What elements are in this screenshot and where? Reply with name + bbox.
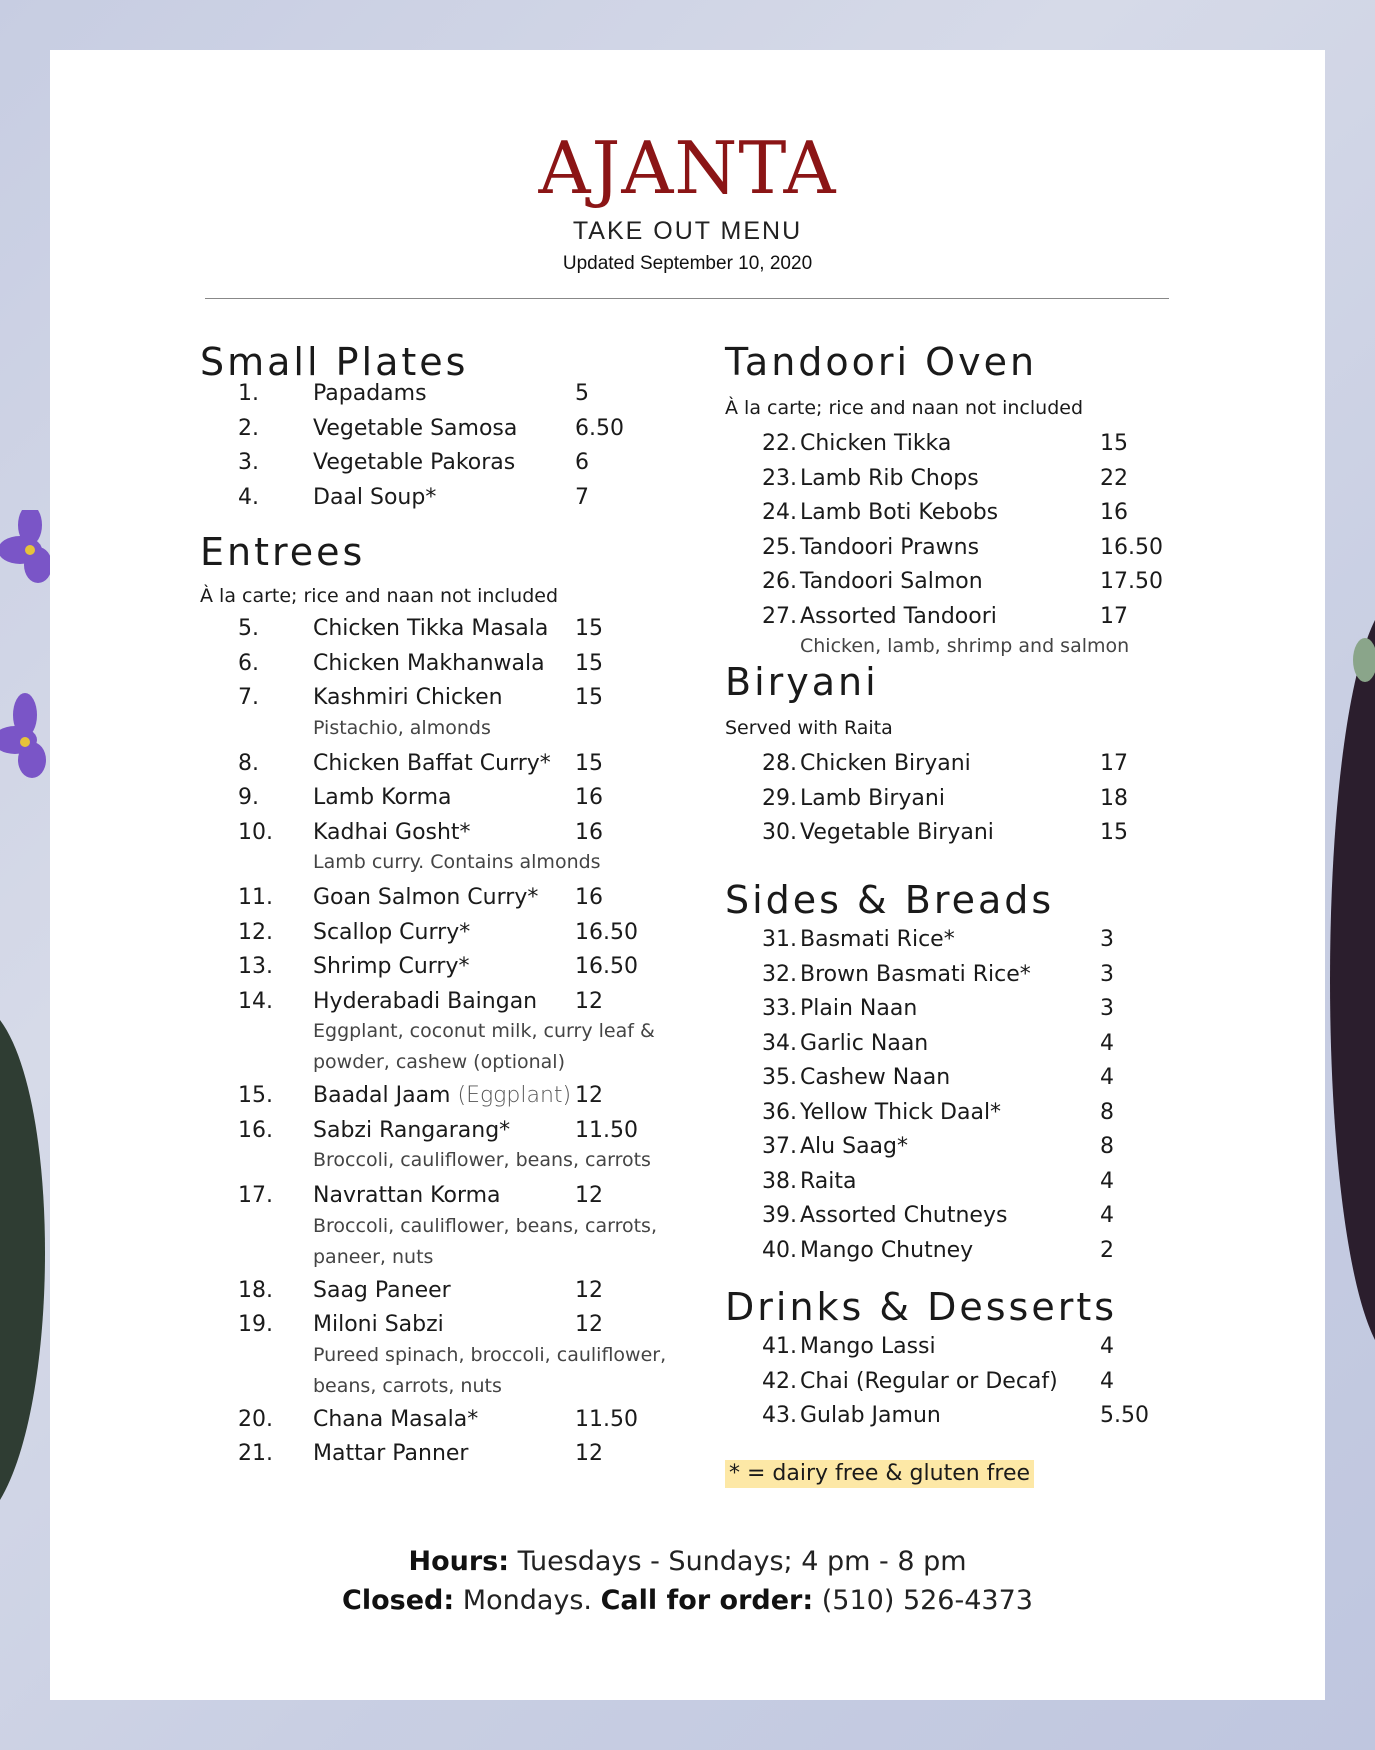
- item-price: 22: [1100, 465, 1128, 491]
- item-number: 17.: [238, 1183, 273, 1208]
- item-price: 4: [1100, 1368, 1114, 1394]
- hours-line: [50, 1545, 1325, 1579]
- item-number: 19.: [238, 1312, 273, 1337]
- menu-item: [238, 380, 635, 408]
- item-number: 29.: [762, 785, 797, 811]
- item-price: 4: [1100, 1065, 1114, 1090]
- item-name: [313, 650, 545, 678]
- item-name: [800, 750, 971, 778]
- item-number: 2.: [238, 415, 259, 441]
- leaf-decoration-left: [0, 1020, 50, 1500]
- item-number: 24.: [762, 500, 797, 525]
- item-number: 7.: [238, 685, 259, 710]
- item-number: 25.: [762, 534, 797, 560]
- sub-lead: À la carte;: [200, 585, 298, 607]
- menu-item: [762, 1237, 1160, 1265]
- item-price: 12: [575, 1441, 603, 1466]
- item-name-text: Lamb Rib Chops: [800, 465, 979, 491]
- item-price: 4: [1100, 1334, 1114, 1359]
- item-description: Chicken, lamb, shrimp and salmon: [800, 635, 1130, 657]
- item-name: [800, 1133, 908, 1161]
- item-name: [313, 1406, 478, 1434]
- item-number: 18.: [238, 1277, 273, 1303]
- item-price: 17.50: [1100, 569, 1163, 594]
- dietary-legend: * = dairy free & gluten free: [725, 1460, 1034, 1488]
- item-number: 8.: [238, 750, 259, 776]
- menu-item: [238, 415, 635, 443]
- call-label: Call for order:: [600, 1585, 814, 1616]
- section-subtitle-tandoori: [725, 396, 1083, 420]
- item-price: 15: [575, 616, 603, 641]
- item-name: [800, 534, 979, 562]
- item-number: 43.: [762, 1403, 797, 1428]
- item-name-text: Miloni Sabzi: [313, 1312, 444, 1337]
- item-name-text: Chicken Makhanwala: [313, 650, 545, 676]
- menu-item: [238, 1277, 635, 1305]
- menu-item: [238, 1406, 638, 1434]
- item-name: [800, 568, 983, 596]
- item-number: 41.: [762, 1334, 797, 1359]
- menu-item: [238, 449, 635, 477]
- item-name: [313, 784, 452, 812]
- item-name-text: Hyderabadi Baingan: [313, 988, 538, 1014]
- menu-item: [238, 953, 638, 981]
- item-name-text: Baadal Jaam: [313, 1083, 451, 1108]
- phone-number: (510) 526-4373: [813, 1585, 1033, 1616]
- item-number: 6.: [238, 650, 259, 676]
- item-name-text: Plain Naan: [800, 996, 918, 1021]
- item-name-text: Saag Paneer: [313, 1277, 451, 1303]
- item-name: [800, 819, 994, 847]
- item-number: 34.: [762, 1030, 797, 1056]
- item-name-text: Navrattan Korma: [313, 1183, 501, 1208]
- item-price: 3: [1100, 927, 1114, 952]
- menu-item: [762, 430, 1160, 458]
- item-name: [800, 499, 998, 527]
- menu-item: [238, 1182, 635, 1210]
- menu-item: [762, 1133, 1160, 1161]
- item-price: 16: [575, 885, 603, 910]
- item-name: [800, 961, 1031, 989]
- updated-date: Updated September 10, 2020: [562, 253, 813, 274]
- item-name-text: Shrimp Curry*: [313, 954, 470, 979]
- item-price: 3: [1100, 996, 1114, 1021]
- item-name-text: Chicken Baffat Curry*: [313, 750, 551, 776]
- item-name-text: Garlic Naan: [800, 1030, 929, 1056]
- item-name: [800, 603, 997, 631]
- menu-item: [238, 919, 638, 947]
- menu-item: [238, 1440, 635, 1468]
- item-price: 16.50: [575, 954, 638, 979]
- menu-item: [238, 615, 635, 643]
- item-description: Pistachio, almonds: [313, 716, 491, 739]
- item-name-text: Vegetable Samosa: [313, 415, 518, 441]
- item-number: 21.: [238, 1441, 273, 1466]
- item-name: [313, 953, 469, 981]
- item-price: 15: [1100, 431, 1128, 456]
- item-name-text: Lamb Korma: [313, 785, 452, 810]
- item-name-text: Raita: [800, 1168, 857, 1194]
- item-number: 32.: [762, 961, 797, 987]
- item-name: [313, 819, 471, 847]
- item-number: 31.: [762, 927, 797, 952]
- item-price: 16: [1100, 500, 1128, 525]
- item-number: 1.: [238, 381, 259, 406]
- menu-item: [762, 1099, 1160, 1127]
- menu-item: [762, 961, 1160, 989]
- menu-item: [762, 499, 1160, 527]
- item-name: [800, 995, 917, 1023]
- menu-item: [238, 1082, 635, 1110]
- menu-item: [238, 484, 635, 512]
- item-name-text: Chai (Regular or Decaf): [800, 1368, 1058, 1394]
- item-name: [313, 484, 436, 512]
- item-note: (Eggplant): [450, 1083, 572, 1108]
- menu-item: [762, 819, 1160, 847]
- item-price: 12: [575, 1277, 603, 1303]
- item-name: [313, 919, 470, 947]
- item-number: 38.: [762, 1168, 797, 1194]
- item-name-text: Mattar Panner: [313, 1441, 469, 1466]
- item-price: 4: [1100, 1168, 1114, 1194]
- item-number: 23.: [762, 465, 797, 491]
- menu-item: [762, 995, 1160, 1023]
- item-price: 11.50: [575, 1117, 638, 1143]
- item-description: powder, cashew (optional): [313, 1051, 565, 1073]
- item-number: 4.: [238, 484, 259, 510]
- item-price: 17: [1100, 603, 1128, 629]
- item-name-text: Goan Salmon Curry*: [313, 885, 539, 910]
- item-number: 36.: [762, 1099, 797, 1125]
- item-price: 11.50: [575, 1406, 638, 1432]
- item-name-text: Chicken Biryani: [800, 751, 971, 776]
- item-name-text: Kashmiri Chicken: [313, 685, 503, 710]
- menu-item: [238, 884, 635, 912]
- item-name: [800, 926, 955, 954]
- section-title-small-plates: Small Plates: [200, 340, 469, 384]
- item-price: 5.50: [1100, 1403, 1149, 1428]
- closed-value: Mondays.: [454, 1585, 601, 1616]
- item-price: 16.50: [575, 919, 638, 945]
- item-price: 16.50: [1100, 534, 1163, 560]
- menu-item: [762, 1030, 1160, 1058]
- item-price: 4: [1100, 1203, 1114, 1228]
- item-price: 12: [575, 1083, 603, 1108]
- item-name-text: Mango Chutney: [800, 1237, 974, 1263]
- item-name: [800, 430, 951, 458]
- item-number: 35.: [762, 1065, 797, 1090]
- item-name-text: Assorted Chutneys: [800, 1203, 1008, 1228]
- item-number: 9.: [238, 785, 259, 810]
- item-price: 18: [1100, 785, 1128, 811]
- item-number: 10.: [238, 819, 273, 845]
- item-price: 15: [1100, 820, 1128, 845]
- item-number: 11.: [238, 885, 273, 910]
- menu-item: [762, 465, 1160, 493]
- section-title-entrees: Entrees: [200, 530, 366, 574]
- item-name: [313, 750, 551, 778]
- item-name-text: Sabzi Rangarang*: [313, 1117, 511, 1143]
- menu-item: [762, 603, 1160, 631]
- item-number: 30.: [762, 820, 797, 845]
- item-description: Lamb curry. Contains almonds: [313, 851, 601, 873]
- item-name: [800, 1202, 1007, 1230]
- item-number: 28.: [762, 751, 797, 776]
- section-subtitle-entrees: [200, 584, 558, 608]
- hours-value: Tuesdays - Sundays; 4 pm - 8 pm: [509, 1546, 967, 1577]
- item-price: 16: [575, 785, 603, 810]
- item-name-text: Tandoori Salmon: [800, 569, 983, 594]
- item-price: 4: [1100, 1030, 1114, 1056]
- section-title-drinks: Drinks & Desserts: [725, 1285, 1118, 1329]
- item-description: Eggplant, coconut milk, curry leaf &: [313, 1020, 655, 1042]
- item-name: [313, 1311, 444, 1339]
- item-name: [313, 1277, 451, 1305]
- menu-item: [762, 534, 1163, 562]
- item-price: 6.50: [575, 415, 624, 441]
- menu-page: [50, 50, 1325, 1700]
- menu-subtitle: TAKE OUT MENU: [572, 217, 803, 245]
- item-price: 2: [1100, 1237, 1114, 1263]
- menu-item: [762, 568, 1163, 596]
- item-number: 40.: [762, 1237, 797, 1263]
- item-name-text: Cashew Naan: [800, 1065, 951, 1090]
- item-name: [313, 415, 517, 443]
- item-name-text: Daal Soup*: [313, 484, 437, 510]
- item-name: [313, 884, 538, 912]
- item-number: 3.: [238, 450, 259, 475]
- item-name: [313, 1082, 571, 1110]
- item-name-text: Mango Lassi: [800, 1334, 936, 1359]
- item-description: Pureed spinach, broccoli, cauliflower,: [313, 1343, 667, 1366]
- menu-item: [238, 1117, 638, 1145]
- item-number: 37.: [762, 1134, 797, 1159]
- menu-item: [762, 1368, 1160, 1396]
- menu-item: [238, 1311, 635, 1339]
- item-name: [313, 1440, 468, 1468]
- menu-item: [762, 1168, 1160, 1196]
- item-name: [800, 1237, 973, 1265]
- item-name: [800, 785, 945, 813]
- item-description: Broccoli, cauliflower, beans, carrots: [313, 1149, 651, 1171]
- item-price: 8: [1100, 1134, 1114, 1159]
- item-number: 39.: [762, 1203, 797, 1228]
- item-name: [800, 1064, 950, 1092]
- item-name: [313, 988, 537, 1016]
- restaurant-logo: AJANTA: [538, 126, 837, 210]
- item-number: 26.: [762, 569, 797, 594]
- item-name-text: Basmati Rice*: [800, 927, 955, 952]
- item-name-text: Vegetable Pakoras: [313, 450, 516, 475]
- section-title-sides: Sides & Breads: [725, 878, 1055, 922]
- item-number: 33.: [762, 996, 797, 1021]
- menu-item: [238, 750, 635, 778]
- item-name-text: Gulab Jamun: [800, 1403, 941, 1428]
- item-name: [800, 1402, 941, 1430]
- item-price: 12: [575, 1183, 603, 1208]
- item-price: 8: [1100, 1099, 1114, 1125]
- item-price: 3: [1100, 961, 1114, 987]
- item-name: [313, 1182, 501, 1210]
- item-price: 7: [575, 484, 589, 510]
- section-subtitle-biryani: Served with Raita: [725, 717, 893, 739]
- item-price: 5: [575, 381, 589, 406]
- item-number: 42.: [762, 1368, 797, 1394]
- item-price: 17: [1100, 751, 1128, 776]
- menu-item: [762, 1064, 1160, 1092]
- item-name-text: Scallop Curry*: [313, 919, 471, 945]
- sub-rest: rice and naan not included: [822, 397, 1084, 419]
- item-name-text: Chana Masala*: [313, 1406, 479, 1432]
- section-title-tandoori: Tandoori Oven: [725, 340, 1038, 384]
- menu-item: [238, 988, 635, 1016]
- item-number: 20.: [238, 1406, 273, 1432]
- item-name-text: Papadams: [313, 381, 427, 406]
- item-name: [313, 1117, 510, 1145]
- item-name-text: Yellow Thick Daal*: [800, 1099, 1002, 1125]
- item-name-text: Vegetable Biryani: [800, 820, 994, 845]
- menu-item: [238, 684, 635, 712]
- item-name-text: Lamb Biryani: [800, 785, 945, 811]
- item-number: 14.: [238, 988, 273, 1014]
- menu-item: [762, 1202, 1160, 1230]
- menu-item: [238, 819, 635, 847]
- closed-label: Closed:: [342, 1585, 455, 1616]
- item-name-text: Lamb Boti Kebobs: [800, 500, 999, 525]
- sub-rest: rice and naan not included: [297, 585, 559, 607]
- item-name-text: Chicken Tikka: [800, 431, 952, 456]
- item-description: Broccoli, cauliflower, beans, carrots,: [313, 1214, 657, 1237]
- contact-line: [50, 1584, 1325, 1618]
- item-number: 22.: [762, 431, 797, 456]
- header-divider: [205, 298, 1169, 299]
- item-name: [800, 1333, 936, 1361]
- menu-item: [762, 926, 1160, 954]
- item-price: 15: [575, 650, 603, 676]
- item-name-text: Alu Saag*: [800, 1134, 908, 1159]
- item-name: [313, 684, 503, 712]
- item-price: 12: [575, 988, 603, 1014]
- eggplant-decoration-right: [1325, 620, 1375, 1340]
- item-number: 16.: [238, 1117, 273, 1143]
- item-name-text: Brown Basmati Rice*: [800, 961, 1031, 987]
- sub-lead: À la carte;: [725, 397, 823, 419]
- menu-item: [238, 650, 635, 678]
- menu-item: [762, 785, 1160, 813]
- item-price: 12: [575, 1312, 603, 1337]
- item-name-text: Kadhai Gosht*: [313, 819, 471, 845]
- item-name: [313, 615, 548, 643]
- item-name: [800, 1368, 1058, 1396]
- item-price: 15: [575, 750, 603, 776]
- item-number: 5.: [238, 616, 259, 641]
- item-name: [800, 1099, 1001, 1127]
- item-name-text: Tandoori Prawns: [800, 534, 980, 560]
- item-description: beans, carrots, nuts: [313, 1374, 502, 1397]
- menu-item: [238, 784, 635, 812]
- item-price: 15: [575, 685, 603, 710]
- item-number: 27.: [762, 603, 797, 629]
- item-price: 6: [575, 450, 589, 475]
- menu-item: [762, 1333, 1160, 1361]
- item-number: 15.: [238, 1083, 273, 1108]
- item-description: paneer, nuts: [313, 1245, 434, 1268]
- menu-item: [762, 750, 1160, 778]
- hours-label: Hours:: [408, 1546, 510, 1577]
- item-number: 13.: [238, 954, 273, 979]
- item-name: [313, 380, 427, 408]
- item-number: 12.: [238, 919, 273, 945]
- item-name: [313, 449, 515, 477]
- item-name-text: Chicken Tikka Masala: [313, 616, 549, 641]
- item-name: [800, 1030, 928, 1058]
- item-name: [800, 465, 979, 493]
- item-name: [800, 1168, 857, 1196]
- menu-item: [762, 1402, 1160, 1430]
- item-name-text: Assorted Tandoori: [800, 603, 997, 629]
- section-title-biryani: Biryani: [725, 660, 879, 704]
- item-price: 16: [575, 819, 603, 845]
